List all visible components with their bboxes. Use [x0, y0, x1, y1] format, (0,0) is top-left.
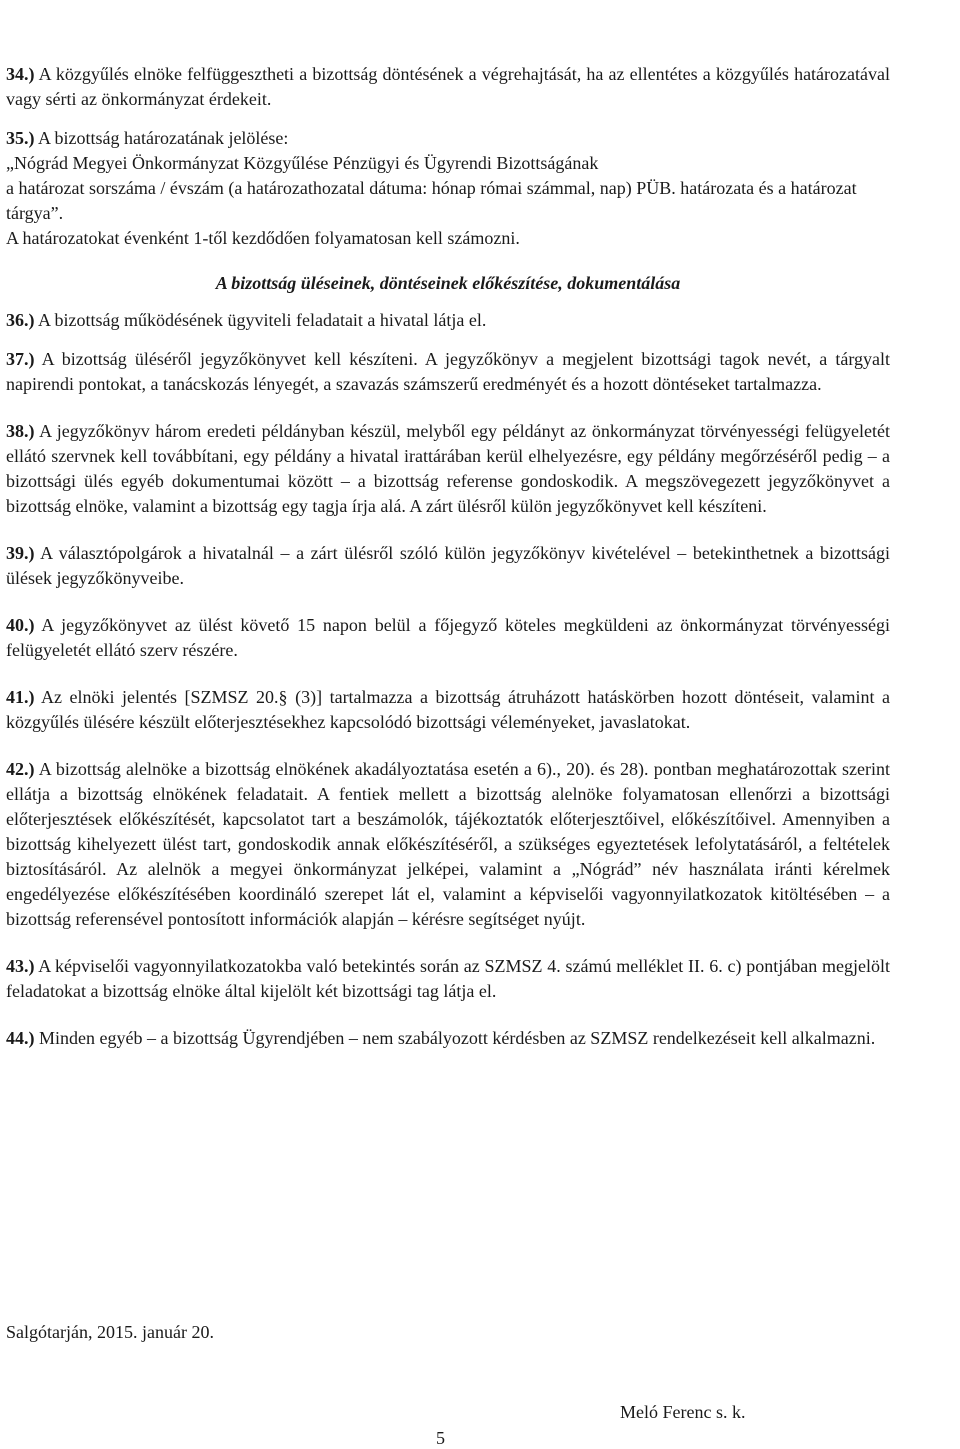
numbering-rule-line: A határozatokat évenként 1-től kezdődően folyamatosan kell számozni.	[6, 228, 520, 248]
paragraph-number: 42.)	[6, 759, 35, 779]
paragraph-number: 34.)	[6, 64, 35, 84]
paragraph-text: Minden egyéb – a bizottság Ügyrendjében – nem szabályozott kérdésben az SZMSZ rendelkezéseit kell alkalmazni.	[39, 1028, 876, 1048]
paragraph-text: A választópolgárok a hivatalnál – a zárt ülésről szóló külön jegyzőkönyv kivételével – betekinthetnek a bizottsági ülések jegyzőkönyveibe.	[6, 543, 890, 588]
signature: Meló Ferenc s. k.	[620, 1402, 746, 1422]
paragraph-44	[6, 1026, 890, 1051]
paragraph-37	[6, 347, 890, 397]
paragraph-text: A bizottság üléséről jegyzőkönyvet kell készíteni. A jegyzőkönyv a megjelent bizottsági tagok nevét, a tárgyalt napirendi pontokat, a tanácskozás lényegét, a szavazás számszerű eredményét és a hozott döntéseket tartalmazza.	[6, 349, 890, 394]
page-number: 5	[436, 1428, 445, 1448]
paragraph-39	[6, 541, 890, 591]
paragraph-number: 40.)	[6, 615, 35, 635]
paragraph-38	[6, 419, 890, 519]
paragraph-34	[6, 62, 890, 112]
paragraph-text: A képviselői vagyonnyilatkozatokba való betekintés során az SZMSZ 4. számú melléklet II. 6. c) pontjában megjelölt feladatokat a bizottság elnöke által kijelölt két bizottsági tag látja el.	[6, 956, 890, 1001]
paragraph-36	[6, 308, 890, 333]
paragraph-text: A közgyűlés elnöke felfüggesztheti a bizottság döntésének a végrehajtását, ha az ellentétes a közgyűlés határozatával vagy sérti az önkormányzat érdekeit.	[6, 64, 890, 109]
paragraph-number: 44.)	[6, 1028, 35, 1048]
document-body	[6, 62, 890, 1051]
resolution-designation-line: a határozat sorszáma / évszám (a határozathozatal dátuma: hónap római számmal, nap) PÜB. határozata és a határozat tárgya”.	[6, 178, 857, 223]
paragraph-number: 36.)	[6, 310, 35, 330]
paragraph-number: 41.)	[6, 687, 35, 707]
paragraph-number: 43.)	[6, 956, 35, 976]
paragraph-43	[6, 954, 890, 1004]
document-date: Salgótarján, 2015. január 20.	[6, 1322, 214, 1342]
paragraph-number: 35.)	[6, 128, 35, 148]
paragraph-number: 39.)	[6, 543, 35, 563]
section-heading: A bizottság üléseinek, döntéseinek előkészítése, dokumentálása	[215, 273, 681, 293]
paragraph-text: Az elnöki jelentés [SZMSZ 20.§ (3)] tartalmazza a bizottság átruházott hatáskörben hozott döntéseit, valamint a közgyűlés ülésére készült előterjesztésekhez kapcsolódó bizottsági véleményeket, javaslatokat.	[6, 687, 890, 732]
paragraph-text: A bizottság alelnöke a bizottság elnökének akadályoztatása esetén a 6)., 20). és 28). pontban meghatározottak szerint ellátja a bizottság elnökének feladatait. A fentiek mellett a bizottság alelnöke folyamatosan ellenőrzi a bizottsági előterjesztések előkészítését, kapcsolatot tart a beszámolók, tájékoztatók előterjesztőivel, előkészítőivel. Amennyiben a bizottság kihelyezett ülést tart, gondoskodik annak előkészítéséről, a szükséges egyeztetések lefolytatásáról, a feltételek biztosításáról. Az alelnök a megyei önkormányzat jelképei, valamint a „Nógrád” név használata iránti kérelmek engedélyezése előkészítésében koordináló szerepet lát el, valamint a képviselői vagyonnyilatkozatok kitöltésében – a bizottság referensével pontosított információk alapján – kérésre segítséget nyújt.	[6, 759, 890, 929]
resolution-designation-line: „Nógrád Megyei Önkormányzat Közgyűlése Pénzügyi és Ügyrendi Bizottságának	[6, 153, 599, 173]
paragraph-text: A bizottság határozatának jelölése:	[38, 128, 289, 148]
paragraph-40	[6, 613, 890, 663]
paragraph-text: A bizottság működésének ügyviteli feladatait a hivatal látja el.	[38, 310, 487, 330]
paragraph-35	[6, 126, 890, 251]
paragraph-41	[6, 685, 890, 735]
paragraph-text: A jegyzőkönyv három eredeti példányban készül, melyből egy példányt az önkormányzat törvényességi felügyeletét ellátó szervnek kell továbbítani, egy példány a hivatal irattárában kerül elhelyezésre, egy példány megőrzéséről pedig – a bizottsági ülés egyéb dokumentumai között – a bizottság referense gondoskodik. A megszövegezett jegyzőkönyvet a bizottság elnöke, valamint a bizottság egy tagja írja alá. A zárt ülésről külön jegyzőkönyvet kell készíteni.	[6, 421, 890, 516]
paragraph-number: 37.)	[6, 349, 35, 369]
paragraph-text: A jegyzőkönyvet az ülést követő 15 napon belül a főjegyző köteles megküldeni az önkormányzat törvényességi felügyeletét ellátó szerv részére.	[6, 615, 890, 660]
paragraph-42	[6, 757, 890, 932]
paragraph-number: 38.)	[6, 421, 35, 441]
